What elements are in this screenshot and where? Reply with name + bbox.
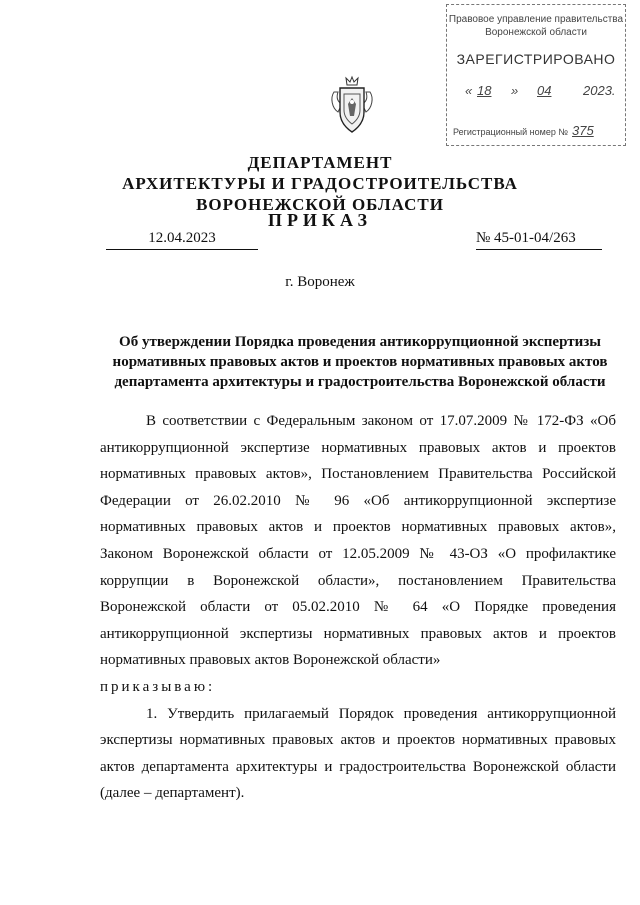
stamp-reg-number-label: Регистрационный номер № — [453, 127, 569, 137]
stamp-authority-line1: Правовое управление правительства — [448, 14, 624, 25]
coat-of-arms-icon — [330, 74, 374, 136]
preamble-paragraph: В соответствии с Федеральным законом от 17.07.2009 № 172-ФЗ «Об антикоррупционной экспертизе нормативных правовых актов и проектов нормативных правовых актов», Постановлением Правительства Российской Федерации от 26.02.2010 № 96 «Об антикоррупционной экспертизе нормативных правовых актов и проектов нормативных правовых актов», Законом Воронежской области от 12.05.2009 № 43-ОЗ «О профилактике коррупции в Воронежской области», постановлением Правительства Воронежской области от 05.02.2010 № 64 «О Порядке проведения антикоррупционной экспертизы нормативных правовых актов и проектов нормативных правовых актов Воронежской области» — [100, 413, 616, 669]
registration-stamp — [446, 4, 626, 146]
stamp-date-year: 2023. — [583, 83, 616, 98]
stamp-quote-close: » — [511, 83, 519, 98]
department-line-2: АРХИТЕКТУРЫ И ГРАДОСТРОИТЕЛЬСТВА — [122, 174, 518, 193]
department-line-1: ДЕПАРТАМЕНТ — [247, 153, 393, 172]
department-name — [0, 152, 640, 215]
stamp-date-day: 18 — [477, 83, 492, 98]
department-line-3: ВОРОНЕЖСКОЙ ОБЛАСТИ — [196, 195, 444, 214]
stamp-reg-number — [453, 123, 619, 138]
document-type-title: ПРИКАЗ — [267, 210, 373, 230]
order-word: приказываю: — [100, 678, 216, 695]
document-date: 12.04.2023 — [106, 230, 258, 250]
stamp-reg-number-value: 375 — [572, 123, 594, 138]
document-number: № 45-01-04/263 — [476, 230, 602, 250]
stamp-date — [455, 83, 619, 103]
document-city: г. Воронеж — [285, 274, 355, 290]
stamp-quote-open: « — [465, 83, 473, 98]
order-item-1: 1. Утвердить прилагаемый Порядок проведения антикоррупционной экспертизы нормативных правовых актов и проектов нормативных правовых актов департамента архитектуры и градостроительства Воронежской области (далее – департамент). — [100, 705, 616, 802]
stamp-registered-label: ЗАРЕГИСТРИРОВАНО — [456, 51, 616, 67]
document-body — [100, 408, 616, 807]
stamp-authority-line2: Воронежской области — [485, 27, 587, 38]
document-subject: Об утверждении Порядка проведения антикоррупционной экспертизы нормативных правовых актов и проектов нормативных правовых актов департамента архитектуры и градостроительства Воронежской области — [112, 334, 608, 390]
stamp-date-month: 04 — [537, 83, 552, 98]
